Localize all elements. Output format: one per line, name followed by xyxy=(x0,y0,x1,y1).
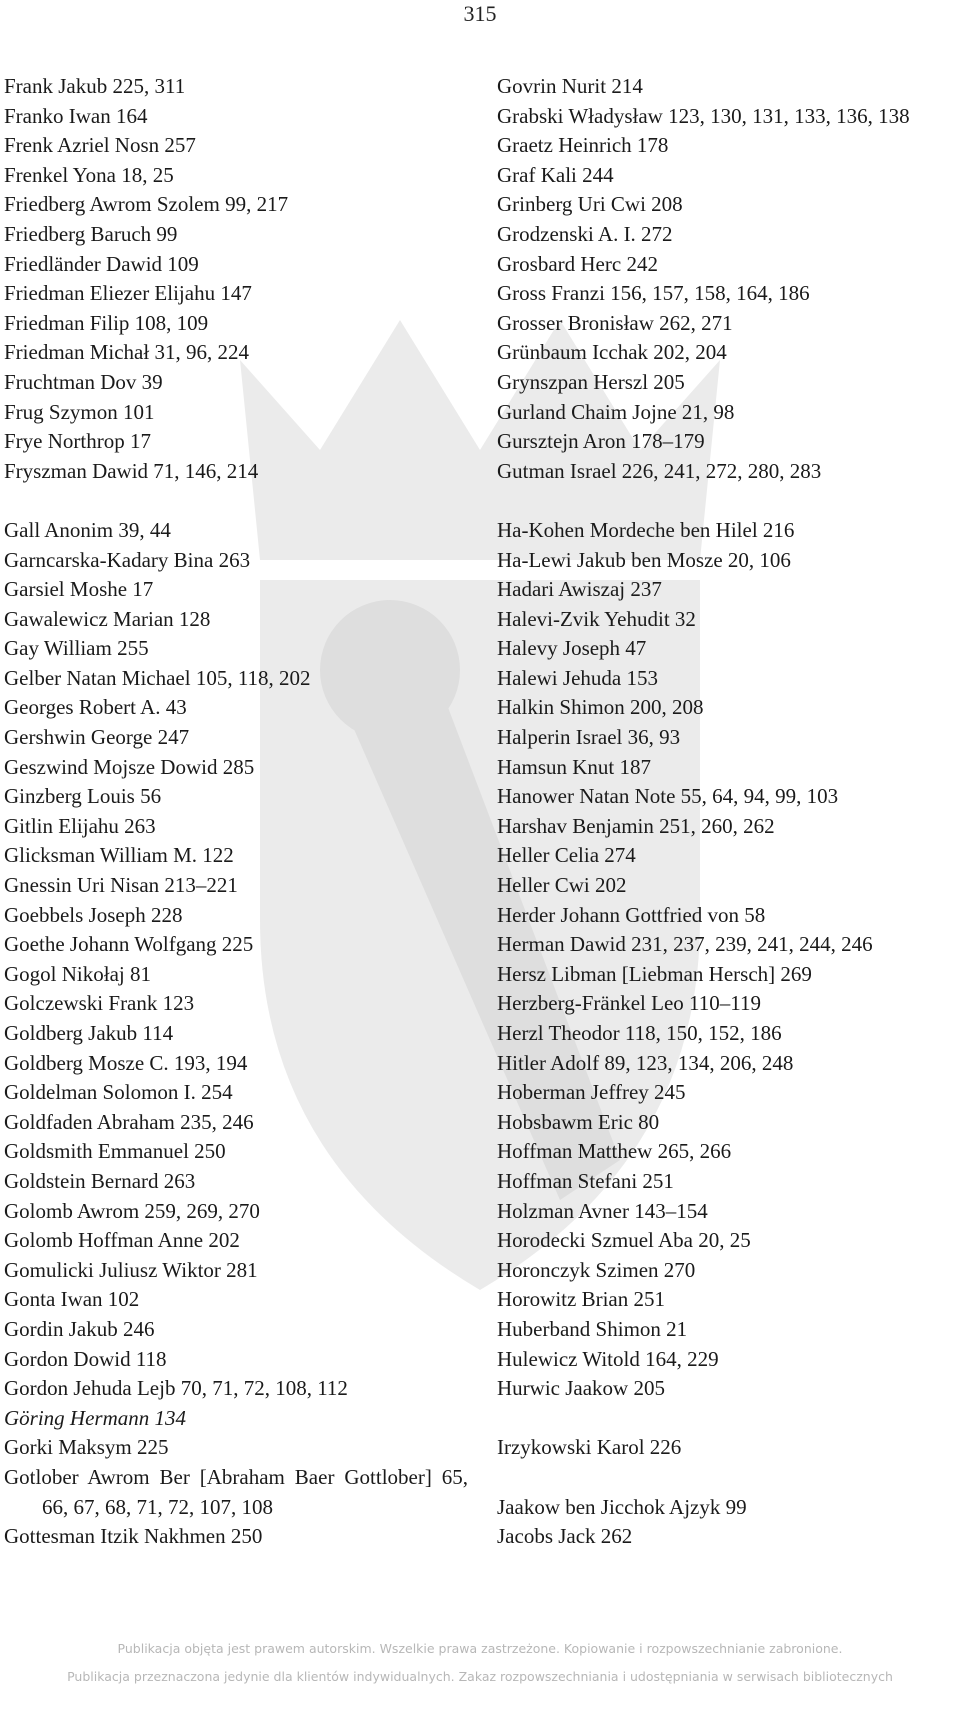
section-gap xyxy=(497,1463,937,1493)
index-entry: Holzman Avner 143–154 xyxy=(497,1198,708,1223)
index-entry: Hoberman Jeffrey 245 xyxy=(497,1080,686,1105)
index-entry: Gordin Jakub 246 xyxy=(4,1316,155,1341)
index-entry: Gay William 255 xyxy=(4,636,149,661)
index-entry: Halkin Shimon 200, 208 xyxy=(497,695,704,720)
index-entry: Ha-Kohen Mordeche ben Hilel 216 xyxy=(497,517,795,542)
index-entry: Gotlober Awrom Ber [Abraham Baer Gottlober] 65, 66, 67, 68, 71, 72, 107, 108 xyxy=(4,1464,468,1519)
index-entry: Graf Kali 244 xyxy=(497,162,614,187)
index-entry: Horowitz Brian 251 xyxy=(497,1287,665,1312)
index-entry: Gordon Dowid 118 xyxy=(4,1346,167,1371)
copyright-notice-line-2: Publikacja przeznaczona jedynie dla klientów indywidualnych. Zakaz rozpowszechniania i udostępniania w serwisach bibliotecznych xyxy=(67,1669,893,1684)
index-entry: Irzykowski Karol 226 xyxy=(497,1435,682,1460)
index-entry: Gutman Israel 226, 241, 272, 280, 283 xyxy=(497,458,822,483)
index-entry: Goldstein Bernard 263 xyxy=(4,1168,196,1193)
index-entry: Hersz Libman [Liebman Hersch] 269 xyxy=(497,961,812,986)
index-entry: Georges Robert A. 43 xyxy=(4,695,187,720)
index-entry: Herder Johann Gottfried von 58 xyxy=(497,902,766,927)
index-entry: Hadari Awiszaj 237 xyxy=(497,577,662,602)
index-entry: Grosser Bronisław 262, 271 xyxy=(497,310,733,335)
index-entry: Hitler Adolf 89, 123, 134, 206, 248 xyxy=(497,1050,794,1075)
index-entry: Fryszman Dawid 71, 146, 214 xyxy=(4,458,259,483)
index-entry: Goldelman Solomon I. 254 xyxy=(4,1080,233,1105)
index-entry: Gitlin Elijahu 263 xyxy=(4,813,156,838)
index-entry: Golomb Hoffman Anne 202 xyxy=(4,1228,240,1253)
index-entry: Grynszpan Herszl 205 xyxy=(497,369,685,394)
index-entry: Goldsmith Emmanuel 250 xyxy=(4,1139,226,1164)
index-entry: Glicksman William M. 122 xyxy=(4,843,234,868)
index-entry: Golczewski Frank 123 xyxy=(4,991,195,1016)
index-entry: Goldberg Jakub 114 xyxy=(4,1021,174,1045)
index-entry: Gottesman Itzik Nakhmen 250 xyxy=(4,1524,263,1549)
index-entry: Ginzberg Louis 56 xyxy=(4,784,162,809)
index-entry: Jaakow ben Jicchok Ajzyk 99 xyxy=(497,1494,747,1519)
index-entry: Friedberg Awrom Szolem 99, 217 xyxy=(4,192,289,217)
index-entry: Govrin Nurit 214 xyxy=(497,74,643,98)
index-entry: Hoffman Matthew 265, 266 xyxy=(497,1139,732,1164)
index-entry: Goldfaden Abraham 235, 246 xyxy=(4,1109,254,1134)
index-entry: Friedberg Baruch 99 xyxy=(4,221,178,246)
index-entry: Huberband Shimon 21 xyxy=(497,1316,688,1341)
index-entry: Friedman Michał 31, 96, 224 xyxy=(4,340,249,365)
index-entry: Herzl Theodor 118, 150, 152, 186 xyxy=(497,1021,782,1045)
index-entry: Gnessin Uri Nisan 213–221 xyxy=(4,873,238,898)
section-gap xyxy=(497,486,937,516)
index-entry: Horodecki Szmuel Aba 20, 25 xyxy=(497,1228,751,1253)
index-entry: Heller Celia 274 xyxy=(497,843,636,868)
index-entry: Heller Cwi 202 xyxy=(497,873,627,898)
index-entry: Gawalewicz Marian 128 xyxy=(4,606,211,631)
index-entry: Halperin Israel 36, 93 xyxy=(497,725,681,750)
index-entry: Gelber Natan Michael 105, 118, 202 xyxy=(4,665,311,690)
index-entry: Friedman Eliezer Elijahu 147 xyxy=(4,281,252,306)
index-entry: Friedman Filip 108, 109 xyxy=(4,310,209,335)
index-entry: Graetz Heinrich 178 xyxy=(497,133,669,158)
index-entry: Horonczyk Szimen 270 xyxy=(497,1257,696,1282)
index-entry: Grabski Władysław 123, 130, 131, 133, 136, 138 xyxy=(497,103,910,128)
index-entry: Garncarska-Kadary Bina 263 xyxy=(4,547,251,572)
index-entry: Goldberg Mosze C. 193, 194 xyxy=(4,1050,248,1075)
copyright-notice-line-1: Publikacja objęta jest prawem autorskim. Wszelkie prawa zastrzeżone. Kopiowanie i rozpowszechnianie zabronione. xyxy=(117,1641,843,1656)
index-column-left xyxy=(4,72,468,1552)
index-entry: Halevy Joseph 47 xyxy=(497,636,647,661)
index-entry: Hobsbawm Eric 80 xyxy=(497,1109,660,1134)
index-entry: Hoffman Stefani 251 xyxy=(497,1168,674,1193)
index-entry: Grosbard Herc 242 xyxy=(497,251,658,276)
index-entry: Frank Jakub 225, 311 xyxy=(4,74,186,98)
index-entry: Jacobs Jack 262 xyxy=(497,1524,633,1549)
index-entry: Franko Iwan 164 xyxy=(4,103,148,128)
index-entry: Hanower Natan Note 55, 64, 94, 99, 103 xyxy=(497,784,839,809)
index-column-right xyxy=(497,72,937,1552)
index-entry: Grodzenski A. I. 272 xyxy=(497,221,673,246)
index-entry: Frug Szymon 101 xyxy=(4,399,155,424)
index-entry: Fruchtman Dov 39 xyxy=(4,369,163,394)
index-entry: Frenkel Yona 18, 25 xyxy=(4,162,174,187)
index-entry: Harshav Benjamin 251, 260, 262 xyxy=(497,813,775,838)
section-gap xyxy=(4,486,468,516)
index-entry: Frye Northrop 17 xyxy=(4,429,151,454)
index-entry: Göring Hermann 134 xyxy=(4,1405,186,1430)
index-entry: Golomb Awrom 259, 269, 270 xyxy=(4,1198,260,1223)
index-entry: Goebbels Joseph 228 xyxy=(4,902,183,927)
section-gap xyxy=(497,1404,937,1434)
index-entry: Gorki Maksym 225 xyxy=(4,1435,169,1460)
index-entry: Grinberg Uri Cwi 208 xyxy=(497,192,683,217)
index-entry: Gall Anonim 39, 44 xyxy=(4,517,171,542)
index-entry: Hamsun Knut 187 xyxy=(497,754,651,779)
index-entry: Hurwic Jaakow 205 xyxy=(497,1376,665,1401)
index-entry: Garsiel Moshe 17 xyxy=(4,577,154,602)
index-entry: Ha-Lewi Jakub ben Mosze 20, 106 xyxy=(497,547,791,572)
index-entry: Gross Franzi 156, 157, 158, 164, 186 xyxy=(497,281,810,306)
index-entry: Goethe Johann Wolfgang 225 xyxy=(4,932,254,957)
index-entry: Gomulicki Juliusz Wiktor 281 xyxy=(4,1257,258,1282)
index-entry: Herman Dawid 231, 237, 239, 241, 244, 246 xyxy=(497,932,873,957)
index-entry: Gursztejn Aron 178–179 xyxy=(497,429,705,454)
page-number: 315 xyxy=(463,1,497,26)
index-entry: Friedländer Dawid 109 xyxy=(4,251,199,276)
index-entry: Gogol Nikołaj 81 xyxy=(4,961,151,986)
index-entry: Gonta Iwan 102 xyxy=(4,1287,140,1312)
index-entry: Frenk Azriel Nosn 257 xyxy=(4,133,196,158)
index-entry: Halewi Jehuda 153 xyxy=(497,665,658,690)
index-entry: Gordon Jehuda Lejb 70, 71, 72, 108, 112 xyxy=(4,1376,348,1401)
index-entry: Herzberg-Fränkel Leo 110–119 xyxy=(497,991,761,1016)
index-entry: Geszwind Mojsze Dowid 285 xyxy=(4,754,255,779)
index-entry: Gurland Chaim Jojne 21, 98 xyxy=(497,399,735,424)
index-entry: Gershwin George 247 xyxy=(4,725,190,750)
index-entry: Halevi-Zvik Yehudit 32 xyxy=(497,606,696,631)
index-entry: Grünbaum Icchak 202, 204 xyxy=(497,340,727,365)
index-entry: Hulewicz Witold 164, 229 xyxy=(497,1346,719,1371)
